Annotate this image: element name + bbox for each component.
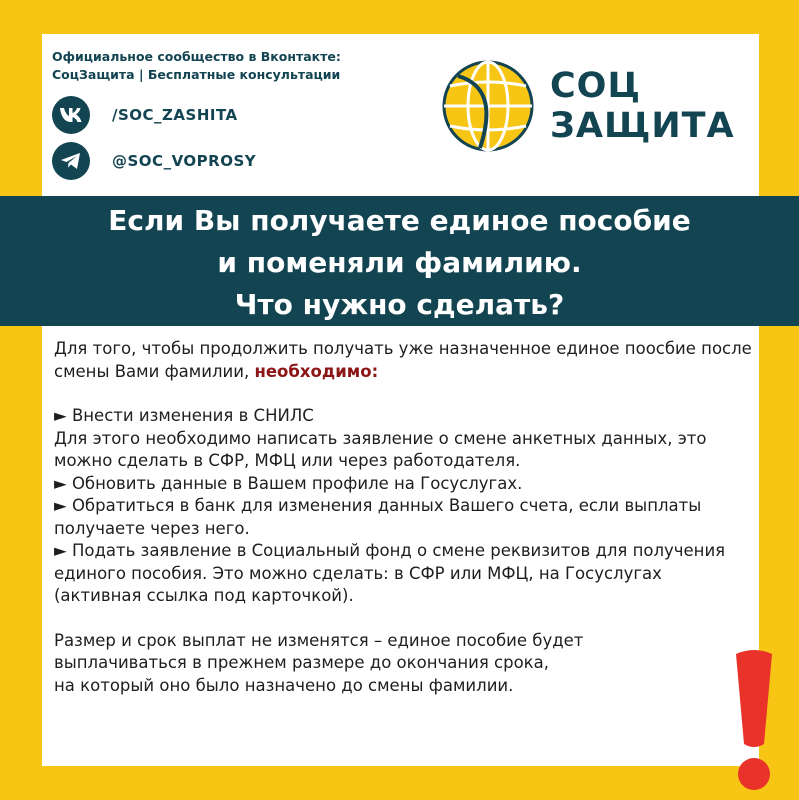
list-item (54, 473, 754, 496)
headline-line-3: Что нужно сделать? (234, 288, 565, 321)
intro-accent: необходимо: (254, 361, 379, 381)
telegram-icon (52, 142, 90, 180)
list-item-text: Внести изменения в СНИЛС (66, 406, 314, 425)
arrow-icon: ► (54, 541, 67, 560)
list-item-text: Обновить данные в Вашем профиле на Госуслугах. (66, 473, 523, 493)
community-line-1: Официальное сообщество в Вконтакте: (52, 49, 341, 64)
logo-line-2: ЗАЩИТА (550, 106, 735, 146)
conclusion-line-2: выплачиваться в прежнем размере до окончания срока, (54, 653, 549, 672)
list-item-text: Подать заявление в Социальный фонд о смене реквизитов для получения единого пособия. Это можно сделать: в СФР или МФЦ, на Госуслугах (активная ссылка под карточкой). (54, 541, 726, 605)
vk-link[interactable] (52, 96, 238, 134)
arrow-icon: ► (54, 496, 67, 515)
logo (440, 58, 735, 154)
headline-line-1: Если Вы получаете единое пособие (108, 204, 691, 237)
vk-handle: /SOC_ZASHITA (112, 106, 238, 124)
body-text (54, 338, 754, 697)
globe-logo-icon (440, 58, 536, 154)
arrow-icon: ► (54, 406, 67, 425)
list-item (54, 495, 754, 540)
list-item (54, 540, 754, 608)
telegram-link[interactable] (52, 142, 256, 180)
intro-paragraph (54, 338, 754, 383)
headline-line-2: и поменяли фамилию. (217, 246, 582, 279)
vk-icon (52, 96, 90, 134)
list-item (54, 405, 754, 428)
community-line-2: СоцЗащита | Бесплатные консультации (52, 67, 341, 82)
conclusion-line-3: на который оно было назначено до смены фамилии. (54, 675, 514, 695)
arrow-icon: ► (54, 473, 67, 493)
headline (0, 200, 799, 326)
community-info (52, 48, 432, 84)
logo-line-1: СОЦ (550, 66, 641, 106)
logo-wordmark (550, 66, 735, 146)
telegram-handle: @SOC_VOPROSY (112, 152, 257, 170)
exclamation-icon (728, 646, 780, 794)
intro-text: Для того, чтобы продолжить получать уже назначенное единое поосбие после смены Вами фамилии, (54, 339, 752, 381)
list-item-detail: Для этого необходимо написать заявление о смене анкетных данных, это можно сделать в СФР, МФЦ или через работодателя. (54, 428, 707, 470)
list-item-text: Обратиться в банк для изменения данных Вашего счета, если выплаты получаете через него. (54, 496, 702, 538)
conclusion-line-1: Размер и срок выплат не изменятся – единое пособие будет (54, 630, 584, 650)
